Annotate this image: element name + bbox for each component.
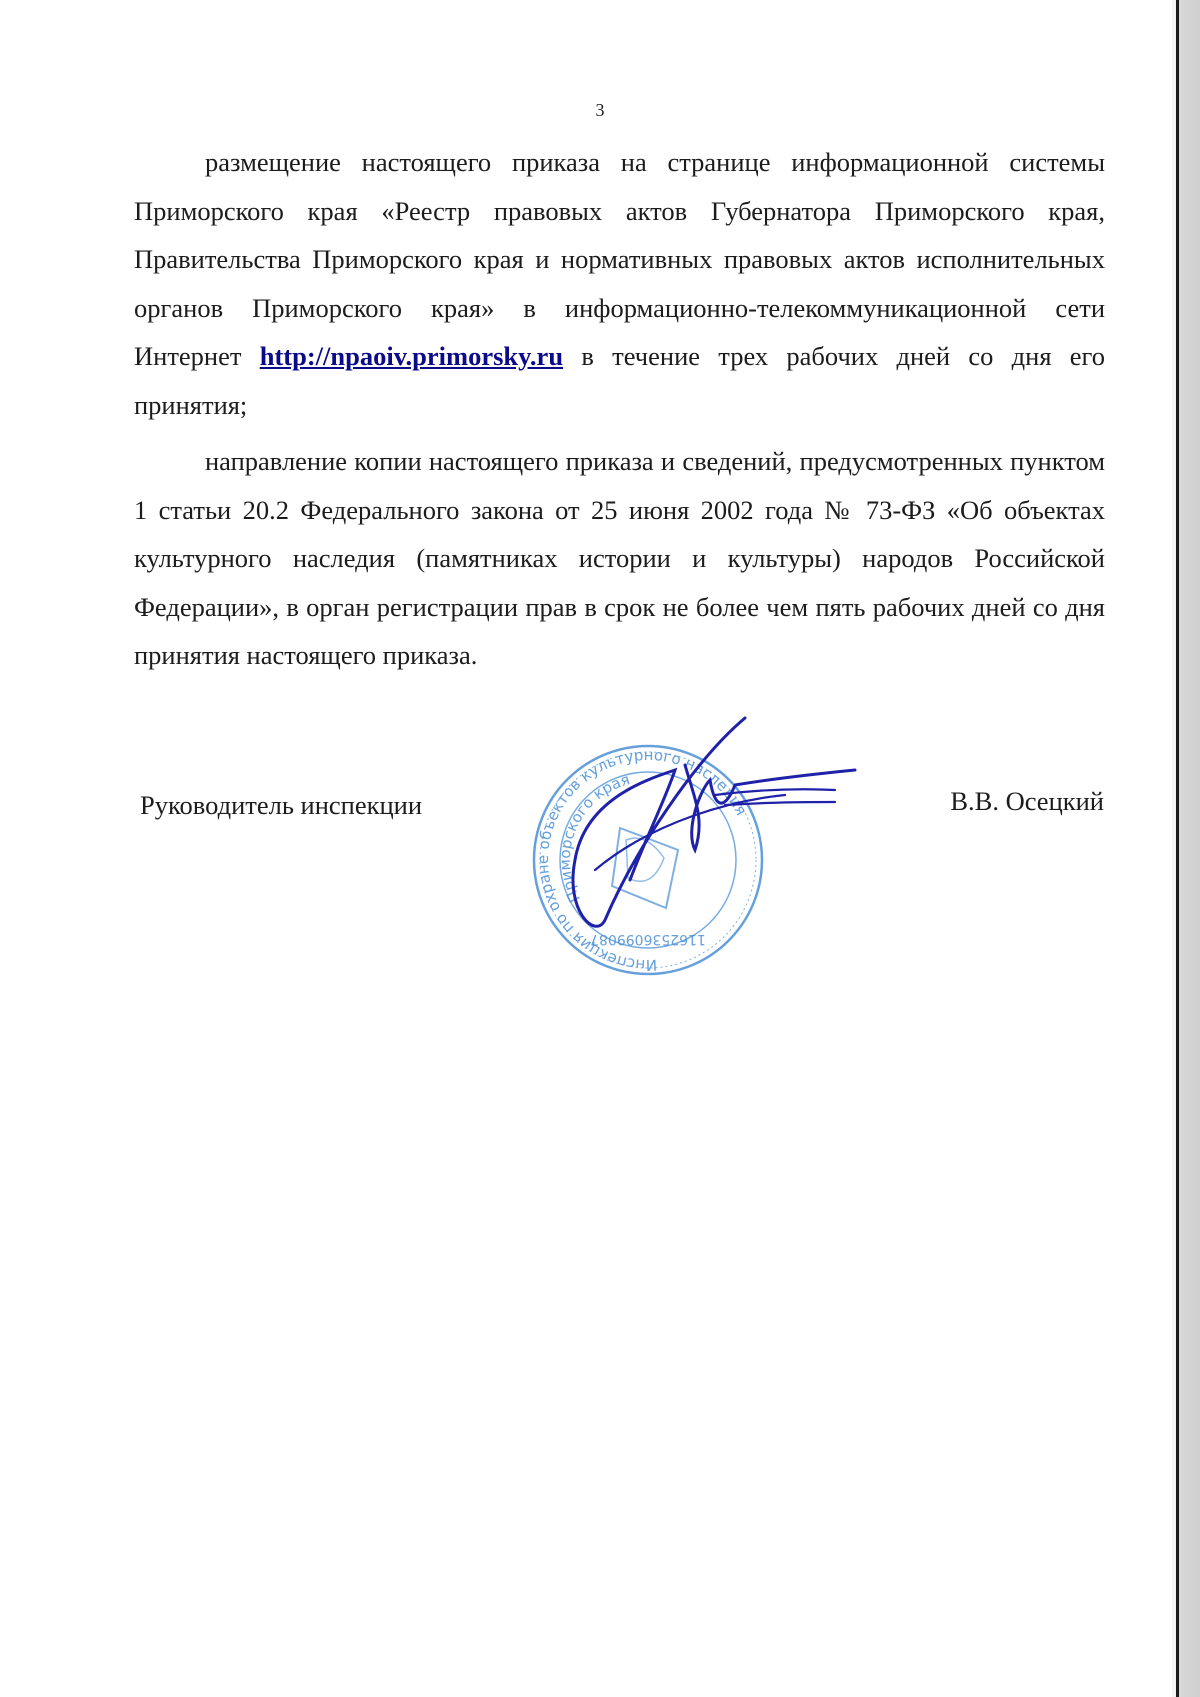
signatory-position: Руководитель инспекции (140, 790, 423, 820)
registry-link[interactable]: http://npaoiv.primorsky.ru (259, 341, 564, 371)
stamp-number: 1162536099087 (590, 931, 706, 947)
paragraph-text: в течение трех рабочих дней со дня его принятия; (134, 341, 1105, 420)
stamp-outer-text: Инспекция по охране объектов культурного наследия (533, 745, 751, 975)
signatory-name: В.В. Осецкий (950, 786, 1104, 816)
paragraph-text: размещение настоящего приказа на странице информационной системы Приморского края «Реестр правовых актов Губернатора Приморского края, Правительства Приморского края и нормативных правовых актов исполнительных органов Приморского края» в информационно-телекоммуникационной сети Интернет (134, 147, 1105, 371)
page-edge (1172, 0, 1200, 1697)
stamp-inner-text: Приморского края (555, 770, 632, 906)
paragraph-copy-direction: направление копии настоящего приказа и сведений, предусмотренных пунктом 1 статьи 20.2 Федерального закона от 25 июня 2002 года № 73-ФЗ «Об объектах культурного наследия (памятниках истории и культуры) народов Российской Федерации», в орган регистрации прав в срок не более чем пять рабочих дней со дня принятия настоящего приказа. (134, 446, 1105, 670)
paragraph-publication (134, 138, 1105, 429)
page-number: 3 (595, 100, 605, 120)
handwritten-signature (535, 710, 865, 950)
